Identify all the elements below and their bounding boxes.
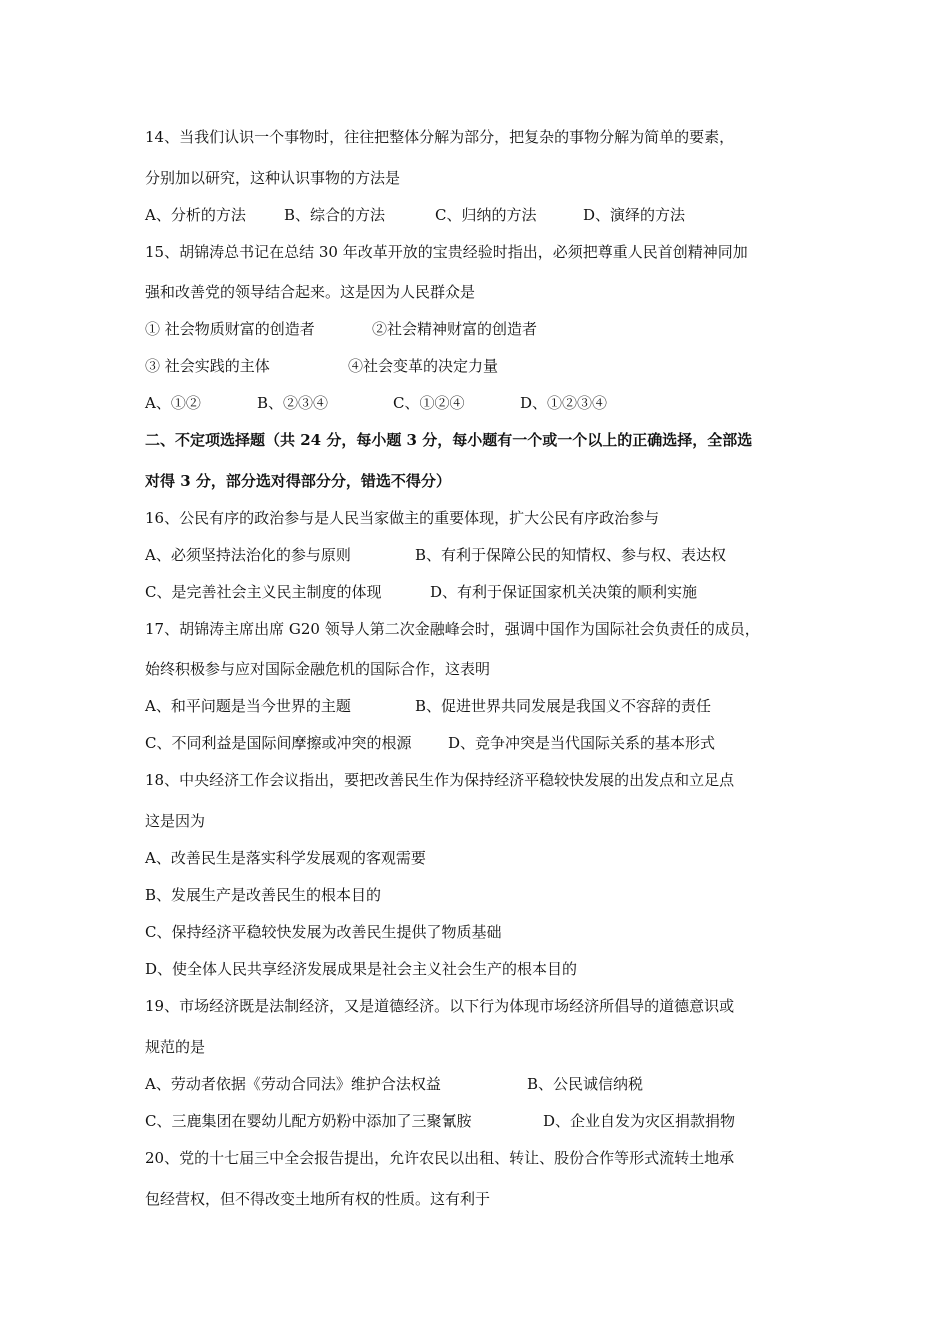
q20-stem-line-2: 包经营权，但不得改变土地所有权的性质。这有利于 (145, 1190, 491, 1208)
section2-heading-line-2: 对得 3 分，部分选对得部分分，错选不得分） (145, 472, 451, 490)
q18-option-b: B、发展生产是改善民生的根本目的 (145, 886, 382, 904)
q14-option-c: C、归纳的方法 (435, 206, 537, 224)
q19-stem-line-1: 19、市场经济既是法制经济，又是道德经济。以下行为体现市场经济所倡导的道德意识或 (145, 997, 735, 1015)
q14-option-b: B、综合的方法 (284, 206, 386, 224)
q15-item-3: ③ 社会实践的主体 (145, 357, 270, 375)
q15-option-a: A、①② (145, 394, 201, 412)
q17-stem-line-1: 17、胡锦涛主席出席 G20 领导人第二次金融峰会时，强调中国作为国际社会负责任的成员， (145, 620, 760, 638)
q16-option-a: A、必须坚持法治化的参与原则 (145, 546, 351, 564)
q15-stem-line-2: 强和改善党的领导结合起来。这是因为人民群众是 (145, 283, 476, 301)
q14-option-d: D、演绎的方法 (583, 206, 686, 224)
q19-option-a: A、劳动者依据《劳动合同法》维护合法权益 (145, 1075, 441, 1093)
q16-option-b: B、有利于保障公民的知情权、参与权、表达权 (415, 546, 727, 564)
q16-option-c: C、是完善社会主义民主制度的体现 (145, 583, 382, 601)
q18-option-c: C、保持经济平稳较快发展为改善民生提供了物质基础 (145, 923, 502, 941)
section2-heading-line-1: 二、不定项选择题（共 24 分，每小题 3 分，每小题有一个或一个以上的正确选择，全部选 (145, 431, 753, 449)
q17-option-a: A、和平问题是当今世界的主题 (145, 697, 351, 715)
q17-stem-line-2: 始终积极参与应对国际金融危机的国际合作，这表明 (145, 660, 491, 678)
q14-stem-line-1: 14、当我们认识一个事物时，往往把整体分解为部分，把复杂的事物分解为简单的要素， (145, 128, 735, 146)
q15-option-b: B、②③④ (257, 394, 329, 412)
q18-stem-line-1: 18、中央经济工作会议指出，要把改善民生作为保持经济平稳较快发展的出发点和立足点 (145, 771, 735, 789)
q19-option-c: C、三鹿集团在婴幼儿配方奶粉中添加了三聚氰胺 (145, 1112, 472, 1130)
q15-option-c: C、①②④ (393, 394, 465, 412)
q16-stem: 16、公民有序的政治参与是人民当家做主的重要体现，扩大公民有序政治参与 (145, 509, 660, 527)
q20-stem-line-1: 20、党的十七届三中全会报告提出，允许农民以出租、转让、股份合作等形式流转土地承 (145, 1149, 735, 1167)
q17-option-c: C、不同利益是国际间摩擦或冲突的根源 (145, 734, 412, 752)
q14-stem-line-2: 分别加以研究，这种认识事物的方法是 (145, 169, 401, 187)
q15-item-2: ②社会精神财富的创造者 (372, 320, 538, 338)
q15-stem-line-1: 15、胡锦涛总书记在总结 30 年改革开放的宝贵经验时指出，必须把尊重人民首创精神同加 (145, 243, 748, 261)
q14-option-a: A、分析的方法 (145, 206, 246, 224)
q15-option-d: D、①②③④ (520, 394, 608, 412)
q18-option-a: A、改善民生是落实科学发展观的客观需要 (145, 849, 426, 867)
q17-option-b: B、促进世界共同发展是我国义不容辞的责任 (415, 697, 712, 715)
q15-item-1: ① 社会物质财富的创造者 (145, 320, 315, 338)
q18-stem-line-2: 这是因为 (145, 812, 206, 830)
q15-item-4: ④社会变革的决定力量 (348, 357, 499, 375)
q19-stem-line-2: 规范的是 (145, 1038, 206, 1056)
q18-option-d: D、使全体人民共享经济发展成果是社会主义社会生产的根本目的 (145, 960, 578, 978)
q16-option-d: D、有利于保证国家机关决策的顺利实施 (430, 583, 698, 601)
q19-option-d: D、企业自发为灾区捐款捐物 (543, 1112, 736, 1130)
q17-option-d: D、竞争冲突是当代国际关系的基本形式 (448, 734, 716, 752)
q19-option-b: B、公民诚信纳税 (527, 1075, 644, 1093)
